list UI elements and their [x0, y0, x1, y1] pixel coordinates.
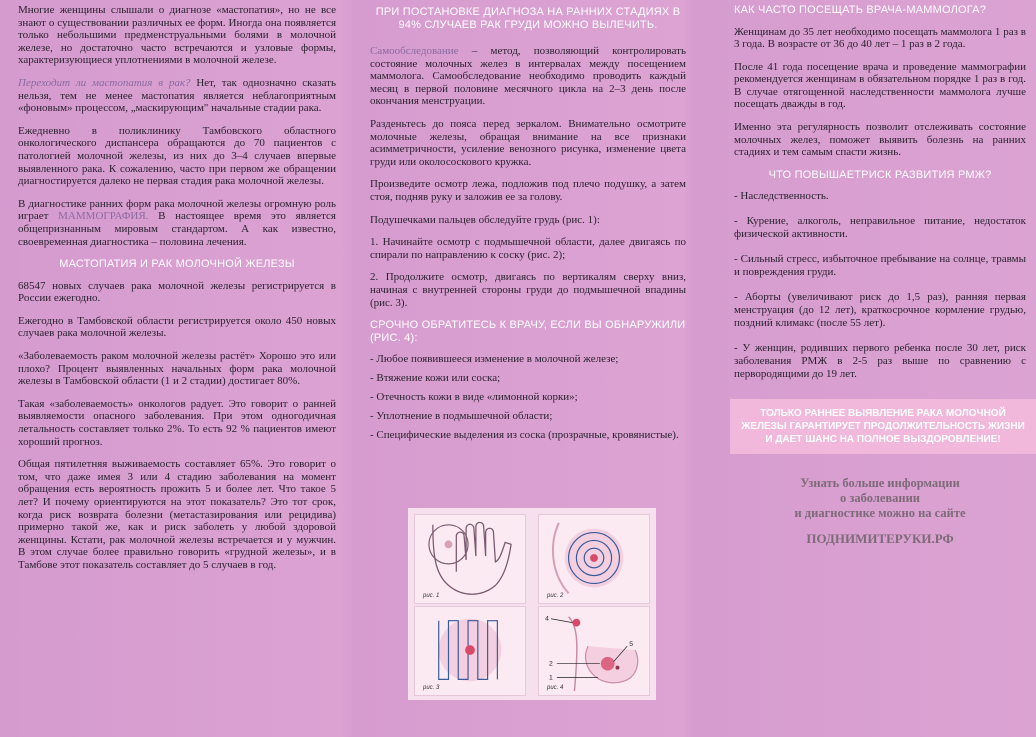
- label-1: 1: [549, 674, 553, 682]
- vertical-lines-icon: [415, 607, 525, 695]
- label-5: 5: [629, 641, 634, 649]
- mirror-paragraph: Разденьтесь до пояса перед зеркалом. Внимательно осмотрите молочные железы, обращая внимание на все признаки асимметричности, усиление венозного рисунка, изменение цвета груди или околососкового кружка.: [370, 117, 686, 168]
- self-exam-illustrations: [408, 508, 656, 700]
- section-heading-mastopathy: МАСТОПАТИЯ И РАК МОЛОЧНОЙ ЖЕЛЕЗЫ: [59, 258, 295, 271]
- mammography-paragraph: В диагностике ранних форм рака молочной железы огромную роль играет МАММОГРАФИЯ. В настоящее время это является общепризнанным мировым стандартом. А как известно, своевременная диагностика – половина лечения.: [18, 197, 336, 248]
- section-heading-urgent: СРОЧНО ОБРАТИТЕСЬ К ВРАЧУ, ЕСЛИ ВЫ ОБНАРУЖИЛИ (РИС. 4):: [370, 319, 686, 344]
- risk-item: - Наследственность.: [734, 190, 829, 203]
- label-2: 2: [549, 660, 553, 668]
- figure-1: рис. 1: [414, 514, 526, 604]
- stat-tambov: Ежегодно в Тамбовской области регистрируется около 450 новых случаев рака молочной железы.: [18, 314, 336, 340]
- incidence-paragraph: «Заболеваемость раком молочной железы растёт» Хорошо это или плохо? Процент выявленных начальных форм рака молочной железы в Тамбовской области (1 и 2 стадии) достигает 80%.: [18, 349, 336, 388]
- website-link[interactable]: ПОДНИМИТЕРУКИ.РФ: [806, 531, 954, 547]
- mammography-highlight: МАММОГРАФИЯ.: [58, 210, 149, 223]
- figure-4: 4 5 2 1 рис. 4: [538, 606, 650, 696]
- column-right: [700, 0, 1036, 737]
- lying-paragraph: Произведите осмотр лежа, подложив под плечо подушку, а затем стоя, подняв руку и заложив ее за голову.: [370, 178, 686, 203]
- symptom-item: - Отечность кожи в виде «лимонной корки»;: [370, 391, 578, 404]
- self-exam-paragraph: Самообследование – метод, позволяющий контролировать состояние молочных желез в интервалах между посещением маммолога. Самообследование необходимо проводить каждый месяц в первой половине месячного цикла на 2–3 день после окончания менструации.: [370, 45, 686, 108]
- breast-diagram-icon: [539, 607, 649, 695]
- more-info-text: Узнать больше информации о заболевании и диагностике можно на сайте: [794, 476, 966, 521]
- risk-item: - Сильный стресс, избыточное пребывание на солнце, травмы и повреждения груди.: [734, 253, 1026, 279]
- regularity-paragraph: Именно эта регулярность позволит отслеживать состояние молочных желез, поможет выявить болезнь на ранних стадиях и тем самым спасти жизнь.: [734, 121, 1026, 159]
- spiral-icon: [539, 515, 649, 603]
- column-middle: [350, 0, 700, 737]
- section-heading-mammologist: КАК ЧАСТО ПОСЕЩАТЬ ВРАЧА-МАММОЛОГА?: [734, 4, 987, 16]
- early-detection-banner: ТОЛЬКО РАННЕЕ ВЫЯВЛЕНИЕ РАКА МОЛОЧНОЙ ЖЕЛЕЗЫ ГАРАНТИРУЕТ ПРОДОЛЖИТЕЛЬНОСТЬ ЖИЗНИ И ДАЕТ ШАНС НА ПОЛНОЕ ВЫЗДОРОВЛЕНИЕ!: [730, 399, 1036, 454]
- stat-russia: 68547 новых случаев рака молочной железы регистрируется в России ежегодно.: [18, 279, 336, 305]
- label-4: 4: [545, 615, 549, 623]
- survival-paragraph: Общая пятилетняя выживаемость составляет 65%. Это говорит о том, что даже имея 3 или 4 стадию заболевания на момент обращения есть вероятность прожить 5 и более лет. Что такое 5 лет? И почему ориентируются на этот показатель? Это тот срок, когда риск возврата болезни (метастазирования или рецидива) примерно такой же, как и риск заболеть у любой здоровой женщины. Кстати, рак молочной железы встречается и у мужчин. В этом случае более правильно говорить «грудной железы», и в Тамбове этот показатель составляет до 5 случаев в год.: [18, 458, 336, 571]
- column-left: [0, 0, 350, 737]
- symptom-item: - Любое появившееся изменение в молочной железе;: [370, 353, 619, 366]
- step-2-paragraph: 2. Продолжите осмотр, двигаясь по вертикалям сверху вниз, начиная с внутренней стороны груди до подмышечной впадины (рис. 3).: [370, 271, 686, 309]
- section-heading-early-diagnosis: ПРИ ПОСТАНОВКЕ ДИАГНОЗА НА РАННИХ СТАДИЯХ В 94% СЛУЧАЕВ РАК ГРУДИ МОЖНО ВЫЛЕЧИТЬ.: [375, 6, 681, 31]
- intro-paragraph: Многие женщины слышали о диагнозе «мастопатия», но не все знают о существовании различных ее форм. Иногда она появляется только небольшими предменструальными болями в молочной железе, но достаточно часто встречаются и узловые формы, характеризующиеся уплотнениями в молочной железе.: [18, 4, 336, 67]
- self-exam-term: Самообследование: [370, 45, 459, 57]
- visits-under-40-paragraph: Женщинам до 35 лет необходимо посещать маммолога 1 раз в 3 года. В возрасте от 36 до 40 лет – 1 раз в 2 года.: [734, 25, 1026, 51]
- figure-3: рис. 3: [414, 606, 526, 696]
- visits-after-41-paragraph: После 41 года посещение врача и проведение маммографии рекомендуется женщинам в обязательном порядке 1 раз в год. В случае отягощенной наследственности маммолога лучше посещать дважды в год.: [734, 60, 1026, 111]
- fingertips-paragraph: Подушечками пальцев обследуйте грудь (рис. 1):: [370, 213, 600, 226]
- clinic-paragraph: Ежедневно в поликлинику Тамбовского областного онкологического диспансера обращаются до 70 пациентов с патологией молочной железы, из них до 3–4 случаев впервые выявленного рака. К сожалению, часто при первом же обращении диагностируется далеко не первая стадия рака молочной железы.: [18, 124, 336, 188]
- risk-item: - Аборты (увеличивают риск до 1,5 раз), ранняя первая менструация (до 12 лет), краткосрочное кормление грудью, поздний климакс (после 55 лет).: [734, 291, 1026, 330]
- figure-2: рис. 2: [538, 514, 650, 604]
- symptom-item: - Втяжение кожи или соска;: [370, 372, 501, 385]
- mastopathy-question: Переходит ли мастопатия в рак?: [18, 76, 191, 89]
- risk-item: - Курение, алкоголь, неправильное питание, недостаток физической активности.: [734, 215, 1026, 241]
- symptom-item: - Специфические выделения из соска (прозрачные, кровянистые).: [370, 429, 679, 442]
- step-1-paragraph: 1. Начинайте осмотр с подмышечной области, далее двигаясь по спирали по направлению к соску (рис. 2);: [370, 236, 686, 261]
- symptom-item: - Уплотнение в подмышечной области;: [370, 410, 553, 423]
- early-detection-paragraph: Такая «заболеваемость» онкологов радует. Это говорит о ранней выявляемости опасного заболевания. При этом одногодичная летальность составляет только 2%. То есть 92 % пациентов имеют хороший прогноз.: [18, 397, 336, 448]
- mastopathy-question-paragraph: Переходит ли мастопатия в рак? Нет, так однозначно сказать нельзя, тем не менее мастопатия является неблагоприятным «фоновым» процессом, „маскирующим" начальные стадии рака.: [18, 76, 336, 115]
- hand-icon: [415, 515, 525, 603]
- risk-item: - У женщин, родивших первого ребенка после 30 лет, риск заболевания РМЖ в 2-5 раз выше по сравнению с первородящими до 19 лет.: [734, 342, 1026, 381]
- section-heading-risk: ЧТО ПОВЫШАЕТРИСК РАЗВИТИЯ РМЖ?: [768, 168, 992, 181]
